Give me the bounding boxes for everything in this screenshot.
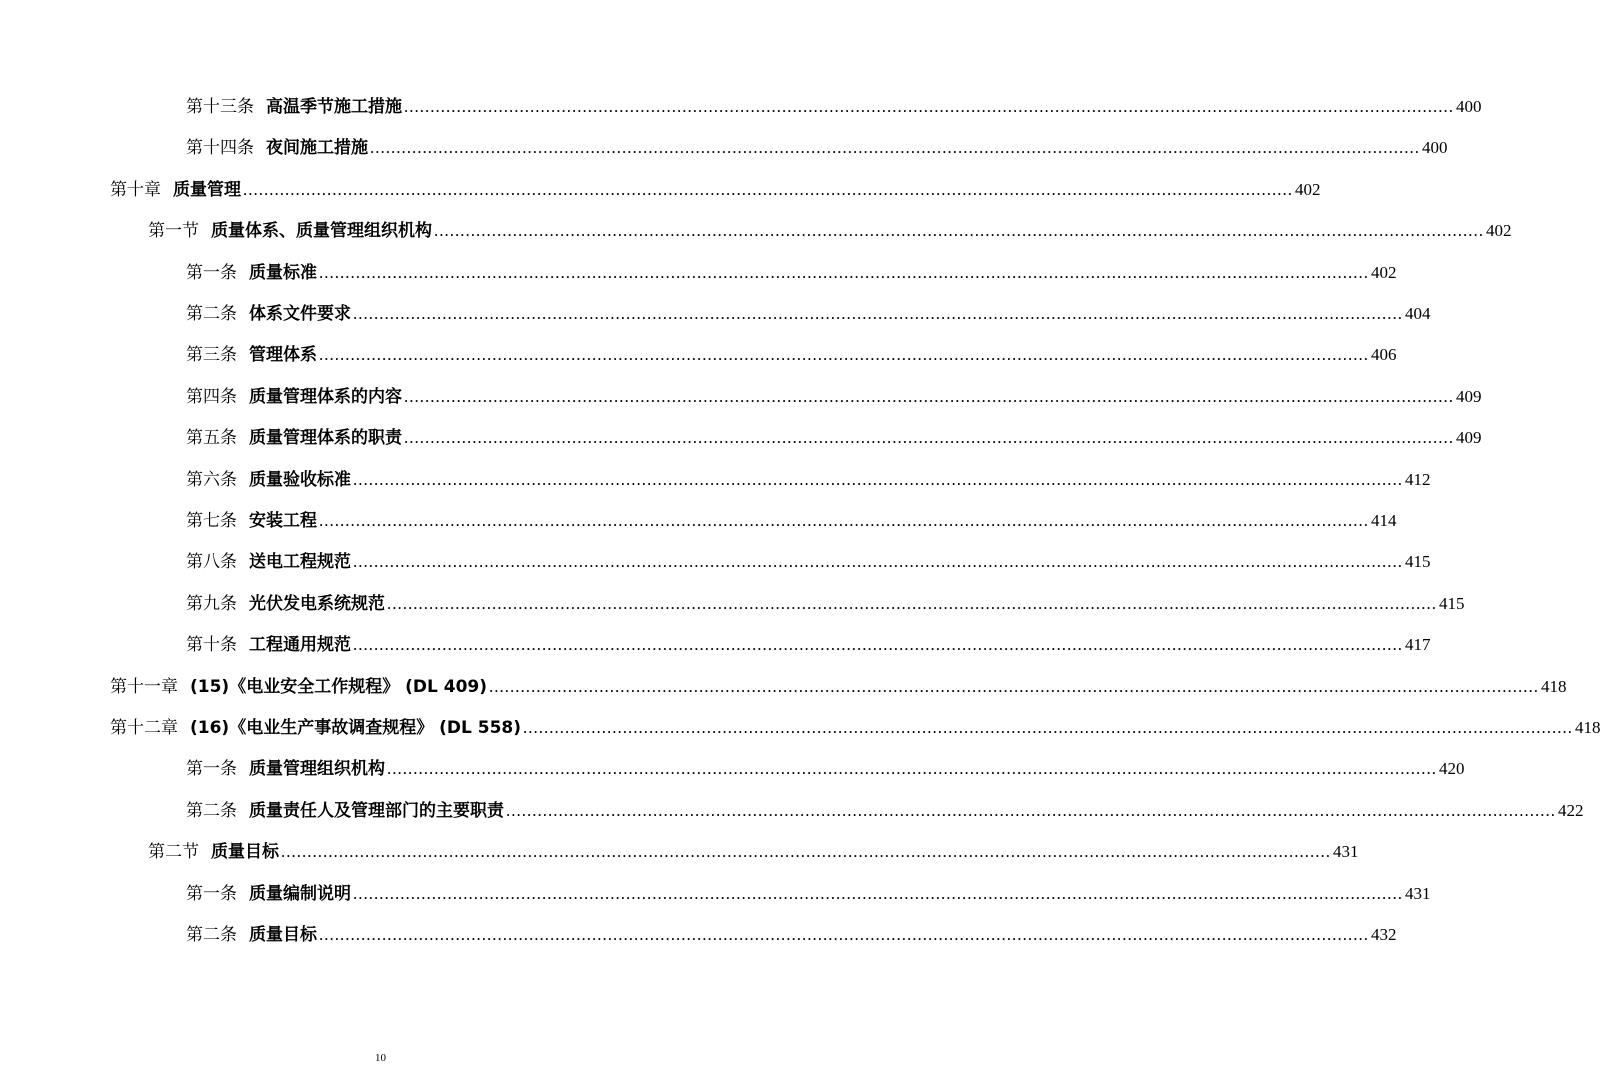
toc-entry-number: 第三条 <box>186 345 237 366</box>
toc-leader-dots: ........................................................................................................................................................................................................ <box>243 179 1293 199</box>
toc-entry-number: 第一节 <box>148 221 199 242</box>
toc-entry-number: 第十二章 <box>110 718 178 738</box>
toc-leader-dots: ........................................................................................................................................................................................................ <box>319 511 1369 530</box>
toc-entry-title: 质量管理 <box>173 179 241 200</box>
page-number: 10 <box>375 1052 386 1064</box>
toc-leader-dots: ........................................................................................................................................................................................................ <box>434 221 1484 241</box>
toc-entry-page: 402 <box>1486 221 1512 241</box>
toc-entry-title: 管理体系 <box>249 345 317 366</box>
toc-entry <box>186 133 1448 159</box>
toc-entry-number: 第一条 <box>186 262 237 283</box>
toc-entry-number: 第六条 <box>186 469 237 490</box>
toc-entry-page: 415 <box>1405 552 1431 572</box>
toc-entry-title: 安装工程 <box>249 511 317 531</box>
toc-leader-dots: ........................................................................................................................................................................................................ <box>404 428 1454 448</box>
toc-entry-number: 第一条 <box>186 883 237 904</box>
toc-entry-title: 高温季节施工措施 <box>266 97 402 117</box>
toc-entry-page: 402 <box>1295 179 1321 199</box>
toc-entry-title: 光伏发电系统规范 <box>249 593 385 614</box>
toc-entry-number: 第五条 <box>186 428 237 449</box>
toc-entry-page: 432 <box>1371 925 1397 944</box>
toc-entry <box>110 713 1601 739</box>
toc-entry-number: 第七条 <box>186 511 237 531</box>
toc-entry-number: 第十条 <box>186 635 237 656</box>
toc-entry-number: 第十四条 <box>186 138 254 159</box>
toc-entry-page: 418 <box>1575 718 1601 737</box>
toc-entry-number: 第十三条 <box>186 97 254 117</box>
toc-entry-title: (15)《电业安全工作规程》 (DL 409) <box>190 676 488 697</box>
toc-entry-page: 415 <box>1439 593 1465 613</box>
toc-leader-dots: ........................................................................................................................................................................................................ <box>489 676 1540 696</box>
toc-entry-page: 409 <box>1456 386 1482 406</box>
toc-entry-page: 404 <box>1405 304 1431 323</box>
toc-entry-title: 质量编制说明 <box>249 883 351 904</box>
toc-entry-number: 第十一章 <box>110 676 178 697</box>
toc-entry-title: 体系文件要求 <box>249 304 351 324</box>
toc-entry-title: 质量标准 <box>249 262 317 283</box>
toc-entry-page: 414 <box>1371 511 1397 530</box>
toc-entry <box>186 589 1465 615</box>
toc-entry-number: 第二节 <box>148 842 199 863</box>
toc-entry <box>110 175 1321 201</box>
toc-entry-title: 质量管理体系的内容 <box>249 386 402 407</box>
toc-entry-page: 422 <box>1558 800 1584 820</box>
toc-leader-dots: ........................................................................................................................................................................................................ <box>353 469 1403 489</box>
toc-entry-page: 402 <box>1371 262 1397 282</box>
toc-entry-title: 质量目标 <box>211 842 279 863</box>
toc-entry <box>186 506 1397 532</box>
toc-leader-dots: ........................................................................................................................................................................................................ <box>387 593 1437 613</box>
toc-entry-number: 第一条 <box>186 759 237 780</box>
toc-entry-title: 质量管理体系的职责 <box>249 428 402 449</box>
toc-entry-page: 412 <box>1405 469 1431 489</box>
toc-entry <box>186 92 1482 118</box>
toc-entry <box>110 672 1567 698</box>
toc-entry-title: 夜间施工措施 <box>266 138 368 159</box>
toc-entry-number: 第二条 <box>186 304 237 324</box>
toc-entry-number: 第十章 <box>110 179 161 200</box>
toc-leader-dots: ........................................................................................................................................................................................................ <box>319 262 1369 282</box>
toc-entry <box>148 837 1359 863</box>
toc-leader-dots: ........................................................................................................................................................................................................ <box>404 386 1454 406</box>
toc-entry-page: 409 <box>1456 428 1482 448</box>
toc-entry <box>186 382 1482 408</box>
toc-leader-dots: ........................................................................................................................................................................................................ <box>506 800 1556 820</box>
toc-entry <box>186 630 1431 656</box>
toc-entry-page: 418 <box>1541 676 1567 696</box>
toc-leader-dots: ........................................................................................................................................................................................................ <box>353 635 1403 655</box>
toc-entry-number: 第八条 <box>186 552 237 573</box>
toc-entry <box>186 920 1397 946</box>
toc-entry <box>186 258 1397 284</box>
toc-leader-dots: ........................................................................................................................................................................................................ <box>353 304 1403 323</box>
toc-entry <box>186 879 1431 905</box>
toc-entry <box>186 547 1431 573</box>
toc-leader-dots: ........................................................................................................................................................................................................ <box>281 842 1331 862</box>
toc-leader-dots: ........................................................................................................................................................................................................ <box>404 97 1454 116</box>
toc-entry-page: 406 <box>1371 345 1397 365</box>
toc-entry-number: 第二条 <box>186 800 237 821</box>
toc-leader-dots: ........................................................................................................................................................................................................ <box>353 883 1403 903</box>
toc-entry-title: 质量验收标准 <box>249 469 351 490</box>
toc-entry-number: 第四条 <box>186 386 237 407</box>
toc-entry-page: 420 <box>1439 759 1465 779</box>
toc-entry <box>186 465 1431 491</box>
toc-leader-dots: ........................................................................................................................................................................................................ <box>523 718 1574 737</box>
toc-leader-dots: ........................................................................................................................................................................................................ <box>319 345 1369 365</box>
toc-entry <box>186 423 1482 449</box>
toc-entry-page: 431 <box>1333 842 1359 862</box>
toc-entry-number: 第二条 <box>186 925 237 945</box>
toc-entry <box>186 299 1431 325</box>
toc-entry-title: 质量管理组织机构 <box>249 759 385 780</box>
toc-entry-page: 400 <box>1456 97 1482 116</box>
toc-leader-dots: ........................................................................................................................................................................................................ <box>370 138 1420 158</box>
toc-entry-title: 送电工程规范 <box>249 552 351 573</box>
toc-entry-page: 431 <box>1405 883 1431 903</box>
toc-entry <box>148 216 1512 242</box>
toc-leader-dots: ........................................................................................................................................................................................................ <box>319 925 1369 944</box>
toc-entry-title: 质量责任人及管理部门的主要职责 <box>249 800 504 821</box>
toc-entry-title: 质量目标 <box>249 925 317 945</box>
toc-entry <box>186 754 1465 780</box>
toc-leader-dots: ........................................................................................................................................................................................................ <box>353 552 1403 572</box>
toc-leader-dots: ........................................................................................................................................................................................................ <box>387 759 1437 779</box>
toc-entry-page: 417 <box>1405 635 1431 655</box>
toc-entry <box>186 796 1584 822</box>
toc-entry-title: 工程通用规范 <box>249 635 351 656</box>
toc-entry-title: (16)《电业生产事故调查规程》 (DL 558) <box>190 718 522 738</box>
toc-entry-number: 第九条 <box>186 593 237 614</box>
toc-entry-page: 400 <box>1422 138 1448 158</box>
toc-entry-title: 质量体系、质量管理组织机构 <box>211 221 432 242</box>
toc-entry <box>186 340 1397 366</box>
